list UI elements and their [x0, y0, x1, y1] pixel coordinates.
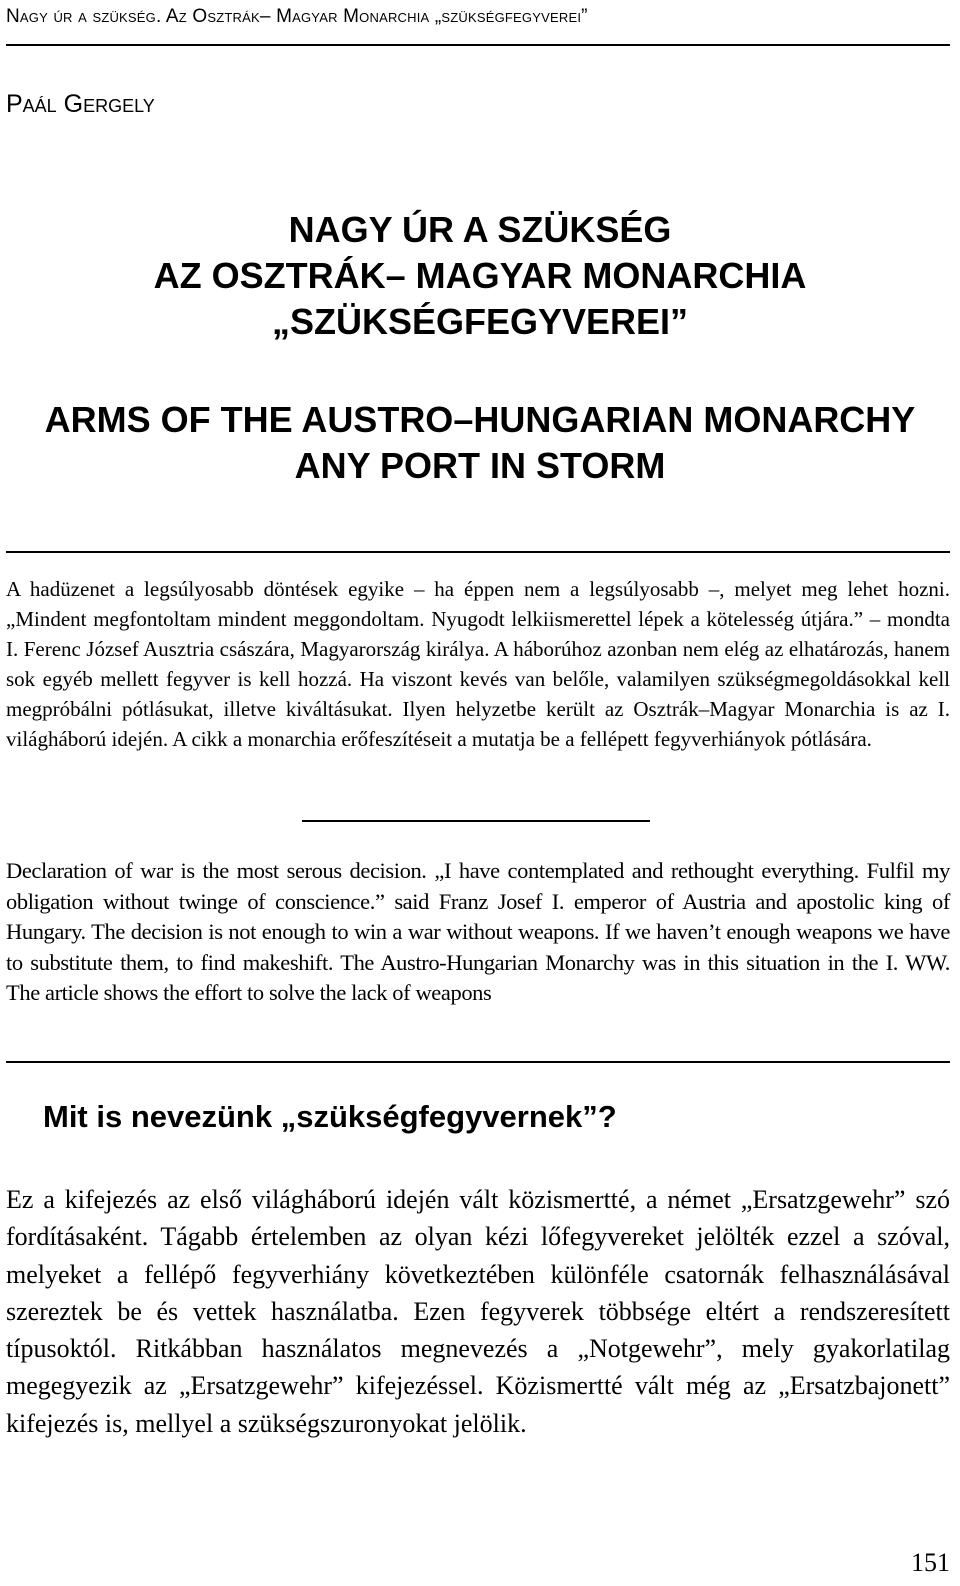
body-text — [6, 1181, 950, 1442]
title-hu-line-1: NAGY ÚR A SZÜKSÉG — [288, 209, 672, 250]
title-english — [0, 397, 960, 489]
running-header: Nagy úr a szükség. Az Osztrák– Magyar Monarchia „szükségfegyverei” — [6, 6, 588, 27]
abstract-en-text: Declaration of war is the most serous decision. „I have contemplated and rethought everything. Fulfil my obligation without twinge of conscience.” said Franz Josef I. emperor of Austria and apostolic king of Hungary. The decision is not enough to win a war without weapons. If we haven’t enough weapons we have to substitute them, to find makeshift. The Austro-Hungarian Monarchy was in this situation in the I. WW. The article shows the effort to solve the lack of weapons — [6, 858, 950, 1005]
abstract-top-rule — [6, 551, 950, 553]
abstract-english — [6, 856, 950, 1009]
title-en-line-2: ANY PORT IN STORM — [294, 445, 666, 486]
title-hu-line-3: „SZÜKSÉGFEGYVEREI” — [271, 301, 689, 342]
section-heading: Mit is nevezünk „szükségfegyvernek”? — [43, 1099, 617, 1134]
abstract-bottom-rule — [6, 1061, 950, 1063]
abstract-hu-text: A hadüzenet a legsúlyosabb döntések egyike – ha éppen nem a legsúlyosabb –, melyet meg lehet hozni. „Mindent megfontoltam mindent meggondoltam. Nyugodt lelkiismerettel lépek a kötelesség útjára.” – mondta I. Ferenc József Ausztria császára, Magyarország királya. A háborúhoz azonban nem elég az elhatározás, hanem sok egyéb mellett fegyver is kell hozzá. Ha viszont kevés van belőle, valamilyen szükségmegoldásokkal kell megpróbálni pótlásukat, illetve kiváltásukat. Ilyen helyzetbe került az Osztrák–Magyar Monarchia is az I. világháború idején. A cikk a monarchia erőfeszítéseit a mutatja be a fellépett fegyverhiányok pótlására. — [6, 577, 950, 751]
abstract-separator-rule — [302, 820, 650, 822]
body-paragraph: Ez a kifejezés az első világháború idején vált közismertté, a német „Ersatzgewehr” szó fordításaként. Tágabb értelemben az olyan kézi lőfegyvereket jelölték ezzel a szóval, melyeket a fellépő fegyverhiány következtében különféle csatornák felhasználásával szereztek be és vettek használatba. Ezen fegyverek többsége eltért a rendszeresített típusoktól. Ritkábban használatos megnevezés a „Notgewehr”, mely gyakorlatilag megegyezik az „Ersatzgewehr” kifejezéssel. Közismertté vált még az „Ersatzbajonett” kifejezés is, mellyel a szükségszuronyokat jelölik. — [6, 1185, 950, 1438]
title-hungarian — [0, 207, 960, 345]
author-name: Paál Gergely — [6, 90, 155, 118]
header-rule — [6, 44, 950, 46]
title-en-line-1: ARMS OF THE AUSTRO–HUNGARIAN MONARCHY — [44, 399, 916, 440]
title-hu-line-2: AZ OSZTRÁK– MAGYAR MONARCHIA — [153, 255, 807, 296]
abstract-hungarian — [6, 574, 950, 754]
page-number: 151 — [911, 1548, 950, 1577]
